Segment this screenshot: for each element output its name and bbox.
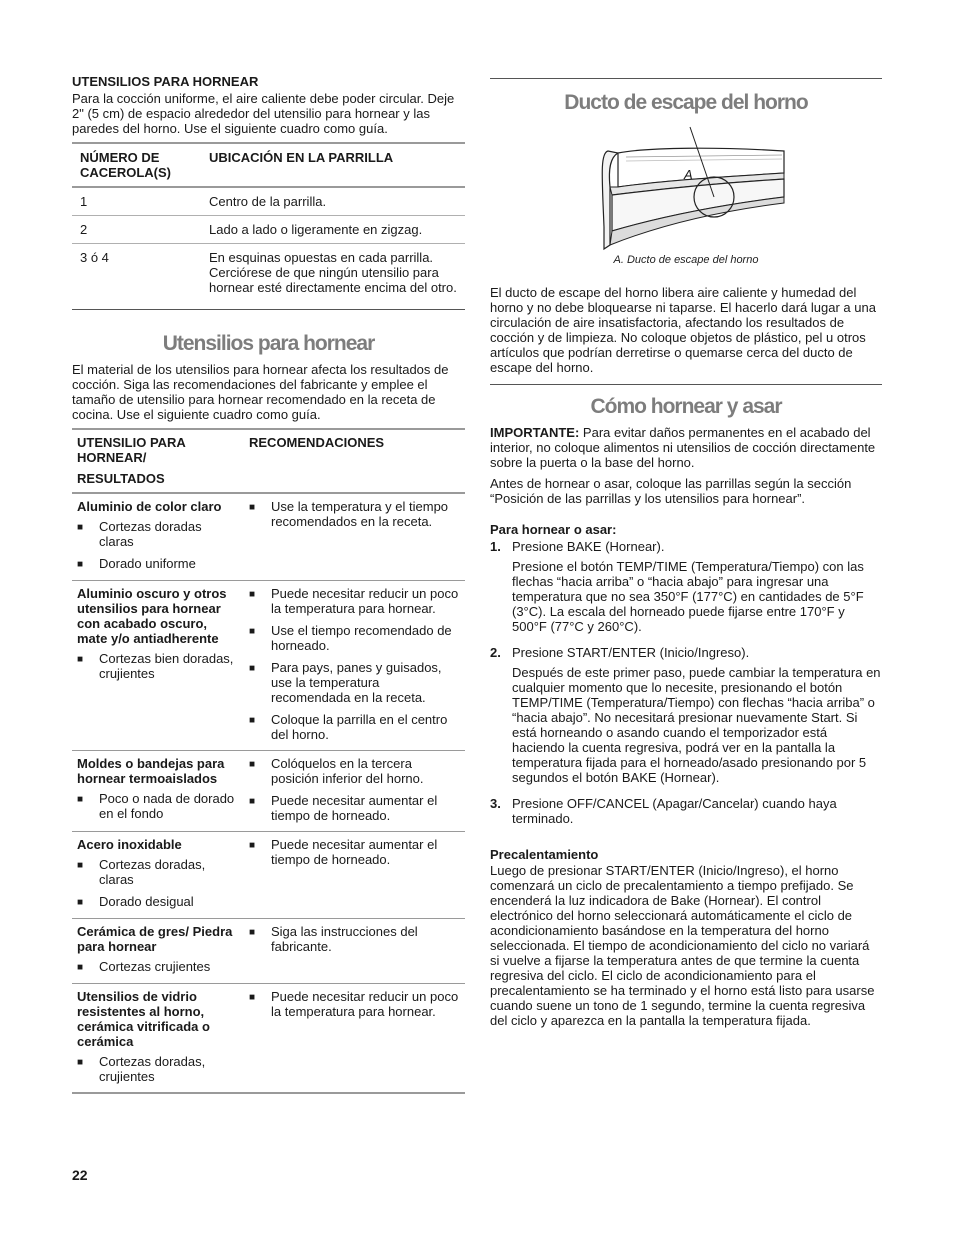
bullet-text: Cortezas doradas, crujientes <box>99 1054 206 1084</box>
step-number: 3. <box>490 796 501 811</box>
section-title-utensils: Utensilios para hornear <box>162 332 375 355</box>
recommendation-item <box>249 623 461 653</box>
recommendation-cell <box>243 919 465 984</box>
bullet-text: Dorado desigual <box>99 894 194 909</box>
pan-count-cell: 3 ó 4 <box>80 250 109 265</box>
bullet-square-icon: ■ <box>77 897 84 908</box>
bullet-square-icon: ■ <box>249 626 256 637</box>
step-body <box>512 539 882 639</box>
bullet-text: Use el tiempo recomendado de horneado. <box>271 623 452 653</box>
utensil-title: Aluminio de color claro <box>77 499 222 514</box>
utensil-cell <box>72 919 243 984</box>
table-row <box>72 581 465 751</box>
utensils-intro: Para la cocción uniforme, el aire caliente debe poder circular. Deje 2" (5 cm) de espacio alrededor del utensilio para hornear y las paredes del horno. Use el siguiente cuadro como guía. <box>72 91 455 136</box>
recommendation-item <box>249 756 461 786</box>
preheat-heading: Precalentamiento <box>490 847 599 862</box>
recommendation-cell <box>243 984 465 1094</box>
utensils-heading: UTENSILIOS PARA HORNEAR <box>72 74 259 89</box>
result-item <box>77 1054 237 1084</box>
bullet-square-icon: ■ <box>249 715 256 726</box>
bullet-text: Use la temperatura y el tiempo recomendados en la receta. <box>271 499 449 529</box>
result-item <box>77 651 237 681</box>
section-title-vent: Ducto de escape del horno <box>564 91 808 114</box>
result-item <box>77 556 237 572</box>
table-row <box>72 832 465 919</box>
utensil-title: Aluminio oscuro y otros utensilios para hornear con acabado oscuro, mate y/o antiadherente <box>77 586 227 646</box>
table-row <box>72 244 465 310</box>
recommendation-cell <box>243 751 465 832</box>
step-number: 2. <box>490 645 501 660</box>
rack-location-cell: Centro de la parrilla. <box>209 194 327 209</box>
recommendation-item <box>249 660 461 705</box>
important-label: IMPORTANTE: <box>490 425 580 440</box>
utensil-cell <box>72 493 243 581</box>
section-intro-utensils: El material de los utensilios para hornear afecta los resultados de cocción. Siga las recomendaciones del fabricante y emplee el tamaño de utensilio para hornear recomendado en la receta de cocina. Use el siguiente cuadro como guía. <box>72 362 449 422</box>
result-item <box>77 894 237 910</box>
result-item <box>77 519 237 549</box>
step-text: Presione BAKE (Hornear). <box>512 539 665 554</box>
bullet-text: Cortezas doradas, claras <box>99 857 206 887</box>
table-row <box>72 216 465 244</box>
bullet-square-icon: ■ <box>77 522 84 533</box>
recommendation-item <box>249 793 461 823</box>
bullet-square-icon: ■ <box>77 654 84 665</box>
bullet-text: Puede necesitar reducir un poco la temperatura para hornear. <box>271 989 459 1019</box>
figure-caption: A. Ducto de escape del horno <box>613 254 759 266</box>
oven-vent-figure <box>490 117 882 259</box>
pan-placement-table <box>72 142 465 310</box>
result-item <box>77 857 237 887</box>
utensil-title: Cerámica de gres/ Piedra para hornear <box>77 924 233 954</box>
recommendation-item <box>249 586 461 616</box>
preheat-text: Luego de presionar START/ENTER (Inicio/Ingreso), el horno comenzará un ciclo de precalentamiento a tiempo prefijado. Se encenderá la luz indicadora de Bake (Hornear). El control electrónico del horno seleccionará automáticamente el ciclo de acondicionamiento basándose en la temperatura del horno seleccionada. El tiempo de acondicionamiento del ciclo no variará si vuelve a fijarse la temperatura antes de que termine la cuenta regresiva del ciclo. El ciclo de acondicionamiento para el precalentamiento se ha terminado y el horno está listo para usarse cuando suene un tono de 1 segundo, termine la cuenta regresiva del ciclo y aparezca en la pantalla la temperatura fijada. <box>490 863 875 1028</box>
right-column <box>490 78 882 1034</box>
bullet-text: Coloque la parrilla en el centro del horno. <box>271 712 448 742</box>
bullet-text: Poco o nada de dorado en el fondo <box>99 791 235 821</box>
table-header-utensil <box>72 429 243 493</box>
table-header-row <box>72 143 465 187</box>
pan-count-cell: 2 <box>80 222 88 237</box>
table-row <box>72 984 465 1094</box>
bullet-square-icon: ■ <box>77 794 84 805</box>
utensil-cell <box>72 832 243 919</box>
bullet-square-icon: ■ <box>249 840 256 851</box>
recommendation-item <box>249 924 461 954</box>
table-row <box>72 919 465 984</box>
bullet-text: Cortezas doradas claras <box>99 519 202 549</box>
utensils-recommendations-table <box>72 428 465 1094</box>
utensil-cell <box>72 751 243 832</box>
vent-text: El ducto de escape del horno libera aire caliente y humedad del horno y no debe bloquearse ni taparse. El hacerlo dará lugar a una circulación de aire insatisfactoria, afectando los resultados de cocción y de limpieza. No coloque objetos de plástico, pel u otros artículos que podrían derretirse o quemarse cerca del ducto de escape del horno. <box>490 285 876 375</box>
utensil-title: Utensilios de vidrio resistentes al horno, cerámica vitrificada o cerámica <box>77 989 210 1049</box>
step-text: Presione OFF/CANCEL (Apagar/Cancelar) cuando haya terminado. <box>512 796 837 826</box>
table-row <box>72 751 465 832</box>
table-header-row <box>72 429 465 493</box>
step-text: Después de este primer paso, puede cambiar la temperatura en cualquier momento que lo necesite, presionando el botón TEMP/TIME (Temperatura/Tiempo) con flechas “hacia arriba” o “hacia abajo”. No necesitará presionar nuevamente Start. Si está horneando o asando cuando el temporizador está haciendo la cuenta regresiva, podrá ver en la pantalla la temperatura fijada para el horneado/asado presionando por 5 segundos el botón BAKE (Hornear). <box>512 665 881 785</box>
bullet-square-icon: ■ <box>249 589 256 600</box>
bullet-square-icon: ■ <box>249 992 256 1003</box>
oven-vent-illustration <box>490 117 882 259</box>
bullet-square-icon: ■ <box>77 1057 84 1068</box>
table-header-pans: NÚMERO DE CACEROLA(S) <box>80 150 171 180</box>
recommendation-item <box>249 837 461 867</box>
figure-label: A <box>684 167 693 182</box>
step-body <box>512 796 882 831</box>
rack-location-cell: Lado a lado o ligeramente en zigzag. <box>209 222 423 237</box>
recommendation-cell <box>243 581 465 751</box>
step-body <box>512 645 882 790</box>
divider <box>490 78 882 79</box>
left-column <box>72 74 465 1094</box>
table-row <box>72 493 465 581</box>
recommendation-item <box>249 712 461 742</box>
utensil-cell <box>72 984 243 1094</box>
bake-step <box>490 645 882 790</box>
bullet-square-icon: ■ <box>249 759 256 770</box>
divider <box>490 384 882 385</box>
bullet-square-icon: ■ <box>249 927 256 938</box>
bullet-square-icon: ■ <box>249 663 256 674</box>
bake-step <box>490 539 882 639</box>
bullet-square-icon: ■ <box>77 860 84 871</box>
before-text: Antes de hornear o asar, coloque las parrillas según la sección “Posición de las parrillas y los utensilios para hornear”. <box>490 476 852 506</box>
section-title-bake: Cómo hornear y asar <box>590 395 782 418</box>
steps-heading: Para hornear o asar: <box>490 522 617 537</box>
step-text: Presione el botón TEMP/TIME (Temperatura/Tiempo) con las flechas “hacia arriba” o “hacia abajo” para ingresar una temperatura que no sea 350°F (177°C) en cantidades de 5°F (3°C). La escala del horneado puede fijarse entre 170°F y 500°F (77°C y 260°C). <box>512 559 864 634</box>
table-row <box>72 187 465 216</box>
bullet-text: Puede necesitar aumentar el tiempo de horneado. <box>271 837 438 867</box>
bake-steps-list <box>490 539 882 831</box>
result-item <box>77 959 237 975</box>
recommendation-item <box>249 989 461 1019</box>
recommendation-cell <box>243 832 465 919</box>
important-note <box>490 425 882 470</box>
table-header-location: UBICACIÓN EN LA PARRILLA <box>209 150 394 165</box>
recommendation-item <box>249 499 461 529</box>
rack-location-cell: En esquinas opuestas en cada parrilla. Cerciórese de que ningún utensilio para hornear esté directamente encima del otro. <box>209 250 457 295</box>
bullet-square-icon: ■ <box>249 796 256 807</box>
step-number: 1. <box>490 539 501 554</box>
bullet-text: Cortezas bien doradas, crujientes <box>99 651 234 681</box>
bullet-text: Puede necesitar aumentar el tiempo de horneado. <box>271 793 438 823</box>
table-header-utensil-b: RESULTADOS <box>77 471 165 486</box>
table-header-recommendations: RECOMENDACIONES <box>249 435 385 450</box>
result-item <box>77 791 237 821</box>
bullet-square-icon: ■ <box>77 962 84 973</box>
bullet-text: Para pays, panes y guisados, use la temperatura recomendada en la receta. <box>271 660 442 705</box>
bullet-square-icon: ■ <box>249 502 256 513</box>
bullet-text: Siga las instrucciones del fabricante. <box>271 924 418 954</box>
bake-step <box>490 796 882 831</box>
table-header-utensil-a: UTENSILIO PARA HORNEAR/ <box>77 435 186 465</box>
pan-count-cell: 1 <box>80 194 88 209</box>
bullet-text: Cortezas crujientes <box>99 959 211 974</box>
step-text: Presione START/ENTER (Inicio/Ingreso). <box>512 645 750 660</box>
page-number: 22 <box>72 1167 88 1183</box>
utensil-title: Acero inoxidable <box>77 837 182 852</box>
utensil-title: Moldes o bandejas para hornear termoaislados <box>77 756 225 786</box>
important-text: Para evitar daños permanentes en el acabado del interior, no coloque alimentos ni utensilios de cocción directamente sobre la puerta o la base del horno. <box>490 425 876 470</box>
utensil-cell <box>72 581 243 751</box>
bullet-square-icon: ■ <box>77 559 84 570</box>
bullet-text: Dorado uniforme <box>99 556 196 571</box>
bullet-text: Puede necesitar reducir un poco la temperatura para hornear. <box>271 586 459 616</box>
bullet-text: Colóquelos en la tercera posición inferior del horno. <box>271 756 424 786</box>
recommendation-cell <box>243 493 465 581</box>
